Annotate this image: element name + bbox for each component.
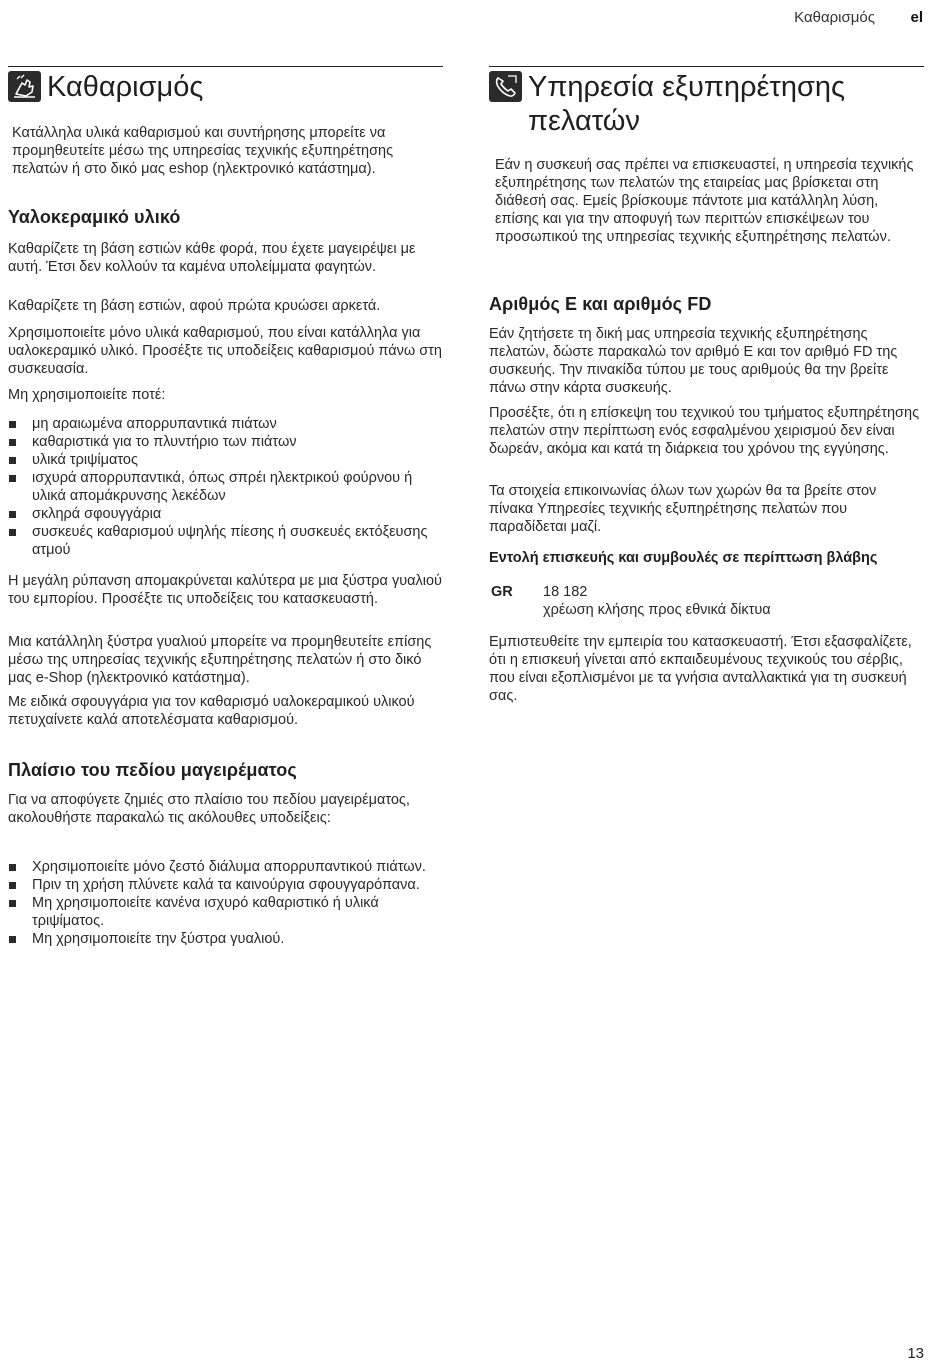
repair-order-title: Εντολή επισκευής και συμβουλές σε περίπτωση βλάβης: [489, 550, 878, 566]
cleaning-intro: Κατάλληλα υλικά καθαρισμού και συντήρησης μπορείτε να προμηθευτείτε μέσω της υπηρεσίας τεχνικής εξυπηρέτησης πελατών ή στο δικό μας eshop (ηλεκτρονικό κατάστημα).: [12, 125, 394, 177]
square-bullet-icon: [9, 882, 16, 889]
square-bullet-icon: [9, 439, 16, 446]
hob-frame-intro: Για να αποφύγετε ζημιές στο πλαίσιο του πεδίου μαγειρέματος, ακολουθήστε παρακαλώ τις ακόλουθες υποδείξεις:: [8, 792, 410, 826]
phone-handset-icon: [489, 71, 522, 102]
e-fd-number-p1: Εάν ζητήσετε τη δική μας υπηρεσία τεχνικής εξυπηρέτησης πελατών, δώστε παρακαλώ τον αριθμό E και τον αριθμό FD της συσκευής. Την πινακίδα τύπου με τους αριθμούς θα την βρείτε πάνω στην κάρτα συσκευής.: [489, 326, 898, 396]
list-item: Χρησιμοποιείτε μόνο ζεστό διάλυμα απορρυπαντικού πιάτων.: [8, 858, 443, 876]
customer-service-heading: [489, 66, 924, 138]
customer-service-intro: Εάν η συσκευή σας πρέπει να επισκευαστεί, η υπηρεσία τεχνικής εξυπηρέτησης των πελατών της εταιρείας μας βρίσκεται στη διάθεσή σας. Εμείς βρίσκουμε πάντοτε μια κατάλληλη λύση, επίσης και για την αποφυγή των περιττών επισκέψεων του προσωπικού της υπηρεσίας τεχνικής εξυπηρέτησης πελατών.: [495, 157, 914, 245]
glass-ceramic-title: Υαλοκεραμικό υλικό: [8, 207, 181, 227]
hob-frame-title: Πλαίσιο του πεδίου μαγειρέματος: [8, 760, 297, 780]
square-bullet-icon: [9, 936, 16, 943]
e-fd-number-title: Αριθμός E και αριθμός FD: [489, 294, 712, 314]
list-item: Πριν τη χρήση πλύνετε καλά τα καινούργια σφουγγαρόπανα.: [8, 876, 443, 894]
page-number: 13: [907, 1345, 924, 1362]
list-item: Μη χρησιμοποιείτε κανένα ισχυρό καθαριστικό ή υλικά τριψίματος.: [8, 894, 443, 930]
hob-frame-list: [8, 858, 443, 948]
list-item: συσκευές καθαρισμού υψηλής πίεσης ή συσκευές εκτόξευσης ατμού: [8, 523, 432, 559]
glass-ceramic-p7: Με ειδικά σφουγγάρια για τον καθαρισμό υαλοκεραμικού υλικού πετυχαίνετε καλά αποτελέσματα καθαρισμού.: [8, 694, 415, 728]
cleaning-hand-icon: [8, 71, 41, 102]
call-charge-note: χρέωση κλήσης προς εθνικά δίκτυα: [543, 602, 771, 618]
glass-ceramic-p3: Χρησιμοποιείτε μόνο υλικά καθαρισμού, που είναι κατάλληλα για υαλοκεραμικό υλικό. Προσέξτε τις υποδείξεις καθαρισμού πάνω στη συσκευασία.: [8, 325, 442, 377]
e-fd-number-p3: Τα στοιχεία επικοινωνίας όλων των χωρών θα τα βρείτε στον πίνακα Υπηρεσίες τεχνικής εξυπηρέτησης πελατών που παραδίδεται μαζί.: [489, 483, 877, 535]
square-bullet-icon: [9, 529, 16, 536]
square-bullet-icon: [9, 457, 16, 464]
list-item: ισχυρά απορρυπαντικά, όπως σπρέι ηλεκτρικού φούρνου ή υλικά απομάκρυνσης λεκέδων: [8, 469, 432, 505]
cleaning-heading: [8, 66, 443, 104]
glass-ceramic-p5: Η μεγάλη ρύπανση απομακρύνεται καλύτερα με μια ξύστρα γυαλιού του εμπορίου. Προσέξτε τις υποδείξεις του κατασκευαστή.: [8, 573, 442, 607]
list-item: υλικά τριψίματος: [8, 451, 443, 469]
glass-ceramic-p1: Καθαρίζετε τη βάση εστιών κάθε φορά, που έχετε μαγειρέψει με αυτή. Έτσι δεν κολλούν τα καμένα υπολείμματα φαγητών.: [8, 241, 416, 275]
never-use-list: [8, 415, 443, 559]
square-bullet-icon: [9, 511, 16, 518]
glass-ceramic-p6: Μια κατάλληλη ξύστρα γυαλιού μπορείτε να προμηθευτείτε επίσης μέσω της υπηρεσίας τεχνικής εξυπηρέτησης πελατών ή στο δικό μας e-Shop (ηλεκτρονικό κατάστημα).: [8, 634, 432, 686]
country-code: GR: [491, 584, 513, 600]
header-section-title: Καθαρισμός: [794, 9, 875, 26]
square-bullet-icon: [9, 864, 16, 871]
customer-service-title: Υπηρεσία εξυπηρέτησης πελατών: [528, 71, 845, 137]
square-bullet-icon: [9, 900, 16, 907]
never-use-label: Μη χρησιμοποιείτε ποτέ:: [8, 387, 166, 403]
square-bullet-icon: [9, 475, 16, 482]
list-item: μη αραιωμένα απορρυπαντικά πιάτων: [8, 415, 443, 433]
repair-phone-number: 18 182: [543, 584, 588, 600]
list-item: Μη χρησιμοποιείτε την ξύστρα γυαλιού.: [8, 930, 443, 948]
header-language-code: el: [910, 9, 923, 26]
glass-ceramic-p2: Καθαρίζετε τη βάση εστιών, αφού πρώτα κρυώσει αρκετά.: [8, 298, 381, 314]
page-header: [0, 9, 950, 29]
square-bullet-icon: [9, 421, 16, 428]
repair-trust-paragraph: Εμπιστευθείτε την εμπειρία του κατασκευαστή. Έτσι εξασφαλίζετε, ότι η επισκευή γίνεται από εκπαιδευμένους τεχνικούς του σέρβις, που είναι εξοπλισμένοι με τα γνήσια ανταλλακτικά για τη συσκευή σας.: [489, 634, 912, 704]
list-item: καθαριστικά για το πλυντήριο των πιάτων: [8, 433, 443, 451]
e-fd-number-p2: Προσέξτε, ότι η επίσκεψη του τεχνικού του τμήματος εξυπηρέτησης πελατών στην περίπτωση ενός εσφαλμένου χειρισμού δεν είναι δωρεάν, ακόμα και κατά τη διάρκεια του χρόνου της εγγύησης.: [489, 405, 920, 457]
cleaning-title: Καθαρισμός: [47, 71, 204, 103]
list-item: σκληρά σφουγγάρια: [8, 505, 443, 523]
